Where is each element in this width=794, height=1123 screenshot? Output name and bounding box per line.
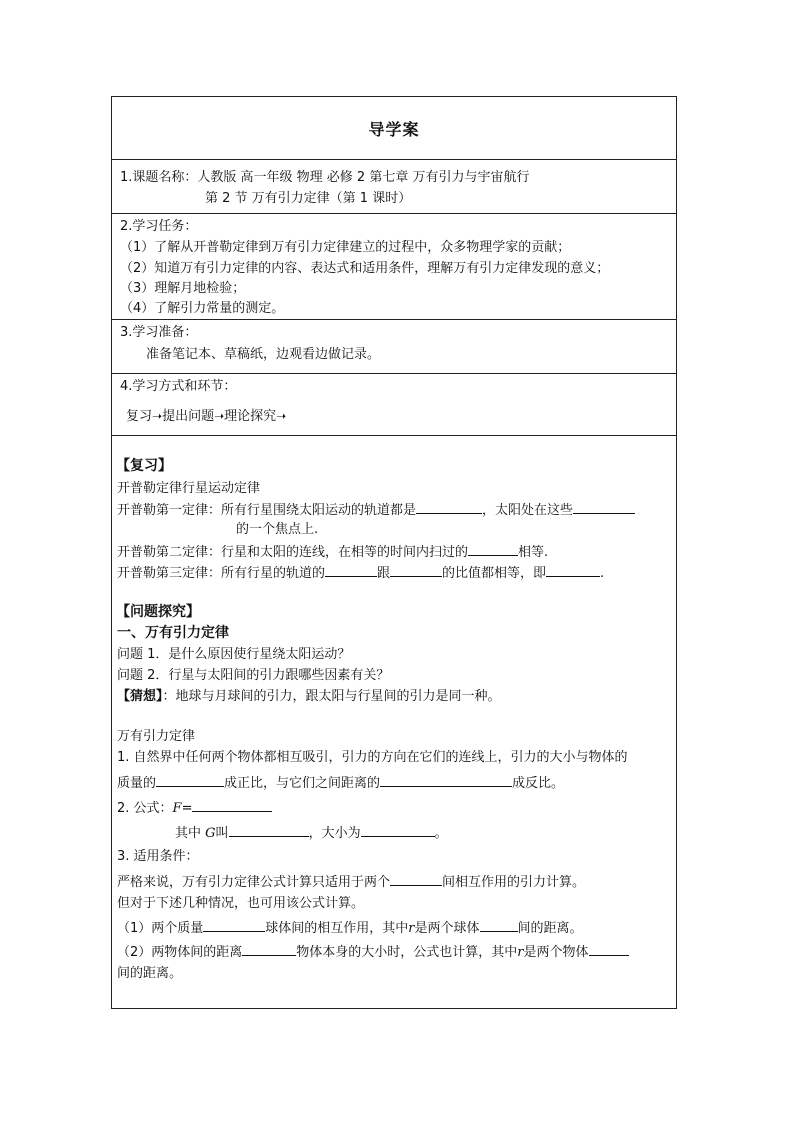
answer-blank[interactable] bbox=[480, 918, 518, 932]
law-para-1-cont: 质量的 成正比，与它们之间距离的 成反比。 bbox=[117, 773, 564, 793]
answer-blank[interactable] bbox=[361, 823, 435, 837]
conditions-strict: 严格来说，万有引力定律公式计算只适用于两个 间相互作用的引力计算。 bbox=[117, 872, 585, 892]
constant-line: 其中 G叫 ，大小为 。 bbox=[175, 823, 448, 843]
answer-blank[interactable] bbox=[573, 500, 635, 514]
kepler-law-1-cont: 的一个焦点上. bbox=[236, 522, 319, 537]
answer-blank[interactable] bbox=[416, 500, 482, 514]
step-review: 复习 bbox=[126, 409, 153, 424]
prep-row bbox=[112, 320, 676, 374]
answer-blank[interactable] bbox=[390, 872, 442, 886]
answer-blank[interactable] bbox=[546, 563, 600, 577]
doc-title: 导学案 bbox=[368, 119, 420, 139]
conditions-heading: 3. 适用条件： bbox=[117, 849, 199, 864]
method-row bbox=[112, 374, 676, 436]
kepler-law-1: 开普勒第一定律：所有行星围绕太阳运动的轨道都是 ，太阳处在这些 bbox=[117, 500, 635, 520]
case-2: （2）两物体间的距离 物体本身的大小时，公式也计算，其中r是两个物体 bbox=[117, 942, 629, 962]
law-title: 万有引力定律 bbox=[117, 729, 196, 744]
answer-blank[interactable] bbox=[192, 798, 272, 812]
answer-blank[interactable] bbox=[468, 542, 518, 556]
answer-blank[interactable] bbox=[589, 942, 629, 956]
explore-heading: 【问题探究】 bbox=[116, 604, 200, 620]
answer-blank[interactable] bbox=[380, 773, 512, 787]
conditions-other: 但对于下述几种情况，也可用该公式计算。 bbox=[117, 896, 365, 911]
course-line-1: 1.课题名称：人教版 高一年级 物理 必修 2 第七章 万有引力与宇宙航行 bbox=[120, 170, 530, 185]
answer-blank[interactable] bbox=[242, 942, 296, 956]
tasks-heading: 2.学习任务： bbox=[120, 219, 198, 234]
task-item: （3）理解月地检验； bbox=[120, 281, 246, 296]
arrow-icon: ➝ bbox=[276, 409, 287, 423]
explore-sub: 一、万有引力定律 bbox=[117, 625, 229, 641]
arrow-icon: ➝ bbox=[214, 409, 225, 423]
prep-heading: 3.学习准备： bbox=[120, 325, 198, 340]
task-item: （4）了解引力常量的测定。 bbox=[120, 301, 285, 316]
question-1: 问题 1．是什么原因使行星绕太阳运动？ bbox=[117, 647, 351, 662]
course-line-2: 第 2 节 万有引力定律（第 1 课时） bbox=[205, 191, 412, 206]
review-subtitle: 开普勒定律行星运动定律 bbox=[117, 481, 261, 496]
step-question: 提出问题 bbox=[162, 409, 215, 424]
answer-blank[interactable] bbox=[203, 918, 265, 932]
kepler-law-3: 开普勒第三定律：所有行星的轨道的 跟 的比值都相等，即 . bbox=[117, 563, 604, 583]
tasks-row bbox=[112, 214, 676, 320]
question-2: 问题 2．行星与太阳间的引力跟哪些因素有关？ bbox=[117, 668, 390, 683]
title-row bbox=[112, 97, 676, 160]
kepler-law-2: 开普勒第二定律：行星和太阳的连线，在相等的时间内扫过的 相等. bbox=[117, 542, 548, 562]
task-item: （1）了解从开普勒定律到万有引力定律建立的过程中，众多物理学家的贡献； bbox=[120, 240, 571, 255]
step-theory: 理论探究 bbox=[224, 409, 277, 424]
arrow-icon: ➝ bbox=[152, 409, 163, 423]
formula-line: 2. 公式：F= bbox=[117, 798, 272, 818]
law-para-1: 1. 自然界中任何两个物体都相互吸引，引力的方向在它们的连线上，引力的大小与物体的 bbox=[117, 750, 628, 765]
method-steps bbox=[126, 407, 286, 426]
method-heading: 4.学习方式和环节： bbox=[120, 379, 237, 394]
case-1: （1）两个质量 球体间的相互作用，其中r是两个球体 间的距离。 bbox=[117, 918, 583, 938]
answer-blank[interactable] bbox=[325, 563, 377, 577]
case-2-cont: 间的距离。 bbox=[117, 966, 183, 981]
answer-blank[interactable] bbox=[156, 773, 224, 787]
course-row bbox=[112, 160, 676, 214]
answer-blank[interactable] bbox=[229, 823, 309, 837]
prep-text: 准备笔记本、草稿纸，边观看边做记录。 bbox=[146, 347, 381, 362]
guess: 【猜想】：地球与月球间的引力，跟太阳与行星间的引力是同一种。 bbox=[117, 689, 501, 704]
content-row bbox=[112, 436, 676, 1008]
answer-blank[interactable] bbox=[390, 563, 442, 577]
review-heading: 【复习】 bbox=[116, 458, 172, 474]
task-item: （2）知道万有引力定律的内容、表达式和适用条件，理解万有引力定律发现的意义； bbox=[120, 261, 610, 276]
guide-table bbox=[111, 96, 677, 1009]
